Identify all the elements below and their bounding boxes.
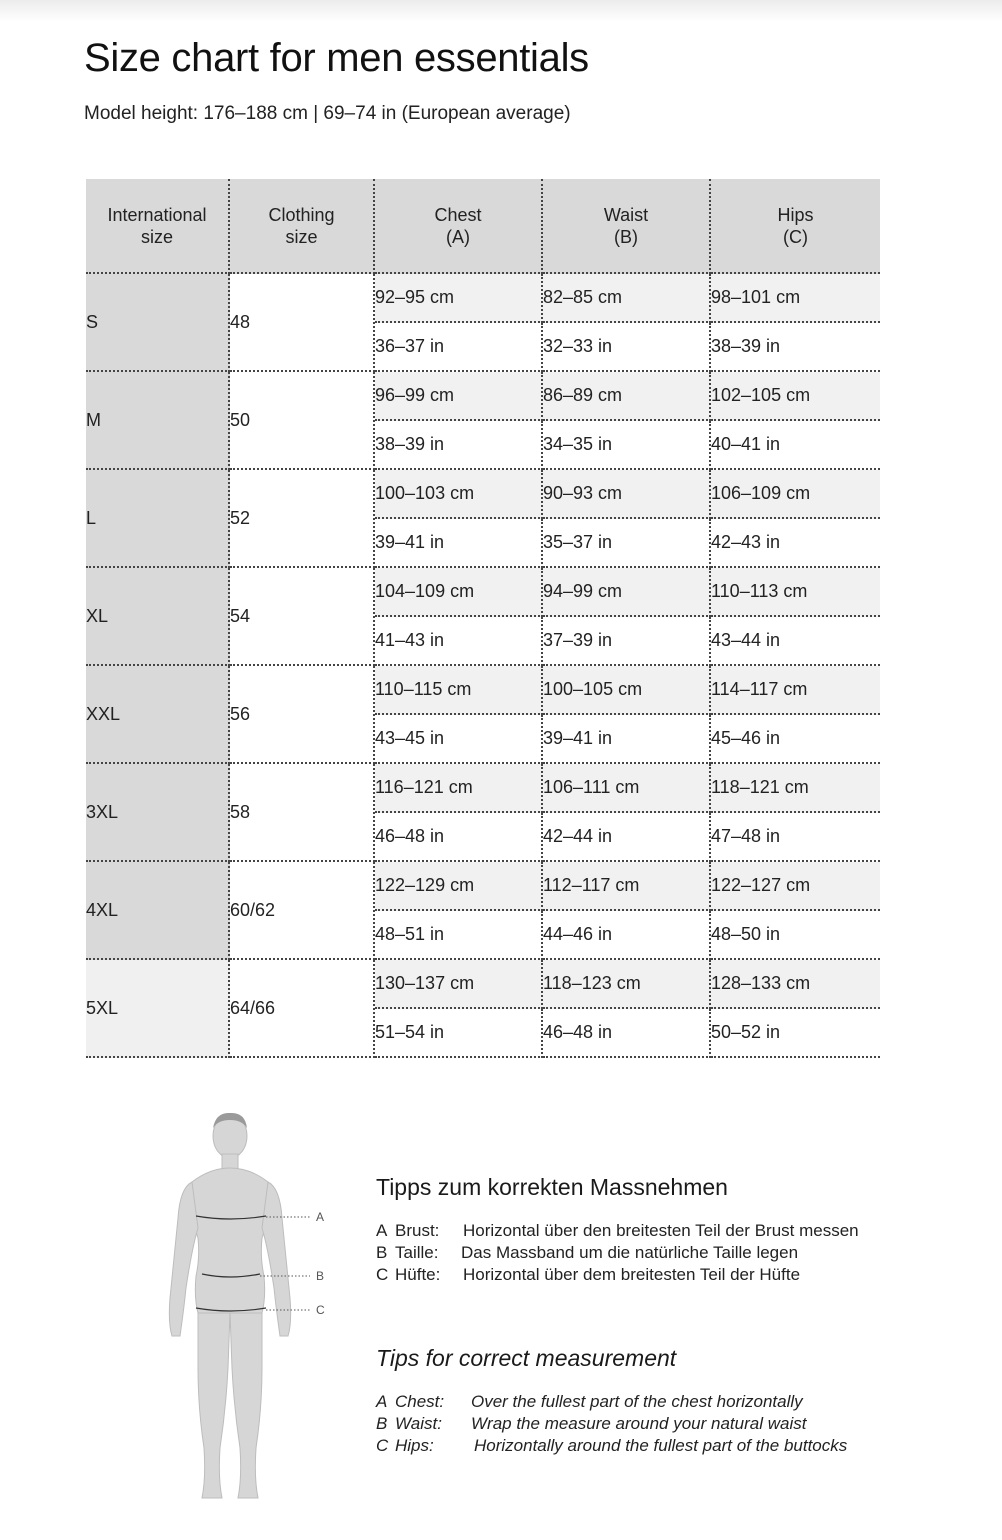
international-size-cell: XL xyxy=(86,568,230,666)
tip-letter: A xyxy=(376,1221,388,1240)
hips-cm-cell: 122–127 cm xyxy=(711,862,880,911)
chest-in-cell: 36–37 in xyxy=(375,323,543,372)
tip-row-waist xyxy=(376,1242,936,1264)
chest-cm-cell: 110–115 cm xyxy=(375,666,543,715)
hips-in-cell: 42–43 in xyxy=(711,519,880,568)
header-line: (C) xyxy=(783,226,808,247)
tip-text: Horizontal über den breitesten Teil der Brust messen xyxy=(463,1221,859,1240)
hips-in-cell: 50–52 in xyxy=(711,1009,880,1058)
left-arm-shape xyxy=(169,1182,198,1336)
male-figure-illustration xyxy=(150,1108,340,1508)
header-waist xyxy=(543,179,711,274)
tip-letter: A xyxy=(376,1392,388,1411)
waist-cm-cell: 118–123 cm xyxy=(543,960,711,1009)
international-size-cell: S xyxy=(86,274,230,372)
table-row xyxy=(86,274,880,323)
tip-label: Waist: xyxy=(395,1414,442,1433)
chest-cm-cell: 100–103 cm xyxy=(375,470,543,519)
tip-row-chest xyxy=(376,1220,936,1242)
hips-cm-cell: 128–133 cm xyxy=(711,960,880,1009)
clothing-size-cell: 60/62 xyxy=(230,862,375,960)
chest-cm-cell: 92–95 cm xyxy=(375,274,543,323)
international-size-cell: M xyxy=(86,372,230,470)
chest-in-cell: 46–48 in xyxy=(375,813,543,862)
hips-in-cell: 43–44 in xyxy=(711,617,880,666)
tip-letter: B xyxy=(376,1243,388,1262)
hips-in-cell: 47–48 in xyxy=(711,813,880,862)
chest-in-cell: 43–45 in xyxy=(375,715,543,764)
marker-a-label: A xyxy=(316,1210,325,1224)
right-leg-shape xyxy=(230,1313,262,1498)
clothing-size-cell: 48 xyxy=(230,274,375,372)
hips-in-cell: 48–50 in xyxy=(711,911,880,960)
tip-text: Das Massband um die natürliche Taille legen xyxy=(461,1243,799,1262)
table-row xyxy=(86,764,880,813)
chest-in-cell: 38–39 in xyxy=(375,421,543,470)
page-title: Size chart for men essentials xyxy=(84,36,589,80)
chest-cm-cell: 96–99 cm xyxy=(375,372,543,421)
chest-in-cell: 48–51 in xyxy=(375,911,543,960)
header-line: Clothing xyxy=(268,204,335,225)
model-height-note: Model height: 176–188 cm | 69–74 in (European average) xyxy=(84,103,571,124)
waist-cm-cell: 106–111 cm xyxy=(543,764,711,813)
waist-in-cell: 46–48 in xyxy=(543,1009,711,1058)
marker-c-label: C xyxy=(316,1303,325,1317)
tip-label: Chest: xyxy=(395,1392,445,1411)
tip-letter: B xyxy=(376,1414,388,1433)
header-line: International xyxy=(107,204,207,225)
hips-cm-cell: 106–109 cm xyxy=(711,470,880,519)
waist-cm-cell: 86–89 cm xyxy=(543,372,711,421)
header-line: size xyxy=(285,226,318,247)
tip-letter: C xyxy=(376,1265,389,1284)
waist-in-cell: 37–39 in xyxy=(543,617,711,666)
hips-cm-cell: 114–117 cm xyxy=(711,666,880,715)
tip-row-chest xyxy=(376,1391,936,1413)
chest-in-cell: 39–41 in xyxy=(375,519,543,568)
tip-label: Hips: xyxy=(395,1436,434,1455)
waist-cm-cell: 90–93 cm xyxy=(543,470,711,519)
tip-label: Hüfte: xyxy=(395,1265,441,1284)
tip-label: Brust: xyxy=(395,1221,440,1240)
waist-in-cell: 39–41 in xyxy=(543,715,711,764)
table-row xyxy=(86,470,880,519)
tip-row-hips xyxy=(376,1435,936,1457)
header-hips xyxy=(711,179,880,274)
tip-row-waist xyxy=(376,1413,936,1435)
clothing-size-cell: 64/66 xyxy=(230,960,375,1058)
international-size-cell: 3XL xyxy=(86,764,230,862)
marker-b-label: B xyxy=(316,1269,325,1283)
header-line: Waist xyxy=(603,204,649,225)
international-size-cell: 5XL xyxy=(86,960,230,1058)
table-row xyxy=(86,960,880,1009)
international-size-cell: L xyxy=(86,470,230,568)
hips-cm-cell: 110–113 cm xyxy=(711,568,880,617)
body-measurement-figure xyxy=(150,1108,340,1508)
header-line: (A) xyxy=(446,226,470,247)
chest-cm-cell: 130–137 cm xyxy=(375,960,543,1009)
clothing-size-cell: 56 xyxy=(230,666,375,764)
waist-in-cell: 32–33 in xyxy=(543,323,711,372)
torso-shape xyxy=(191,1168,269,1313)
waist-in-cell: 42–44 in xyxy=(543,813,711,862)
waist-cm-cell: 82–85 cm xyxy=(543,274,711,323)
header-line: Hips xyxy=(777,204,814,225)
clothing-size-cell: 54 xyxy=(230,568,375,666)
tips-german xyxy=(376,1174,936,1286)
chest-cm-cell: 122–129 cm xyxy=(375,862,543,911)
table-row xyxy=(86,862,880,911)
clothing-size-cell: 52 xyxy=(230,470,375,568)
chest-in-cell: 51–54 in xyxy=(375,1009,543,1058)
clothing-size-cell: 58 xyxy=(230,764,375,862)
top-shadow xyxy=(0,0,1002,22)
table-header-row xyxy=(86,179,880,274)
tip-label: Taille: xyxy=(395,1243,439,1262)
international-size-cell: XXL xyxy=(86,666,230,764)
clothing-size-cell: 50 xyxy=(230,372,375,470)
header-clothing-size xyxy=(230,179,375,274)
waist-cm-cell: 100–105 cm xyxy=(543,666,711,715)
right-arm-shape xyxy=(262,1182,291,1336)
hips-cm-cell: 98–101 cm xyxy=(711,274,880,323)
tip-text: Horizontally around the fullest part of the buttocks xyxy=(474,1436,848,1455)
hips-cm-cell: 118–121 cm xyxy=(711,764,880,813)
header-line: Chest xyxy=(434,204,482,225)
header-line: (B) xyxy=(614,226,638,247)
table-row xyxy=(86,372,880,421)
chest-cm-cell: 104–109 cm xyxy=(375,568,543,617)
tips-german-title: Tipps zum korrekten Massnehmen xyxy=(376,1174,728,1200)
header-international-size xyxy=(86,179,230,274)
waist-in-cell: 44–46 in xyxy=(543,911,711,960)
chest-in-cell: 41–43 in xyxy=(375,617,543,666)
tip-text: Over the fullest part of the chest horizontally xyxy=(471,1392,803,1411)
header-chest xyxy=(375,179,543,274)
waist-cm-cell: 94–99 cm xyxy=(543,568,711,617)
hips-in-cell: 40–41 in xyxy=(711,421,880,470)
tip-text: Horizontal über dem breitesten Teil der Hüfte xyxy=(463,1265,801,1284)
tips-english-title: Tips for correct measurement xyxy=(376,1345,677,1371)
waist-in-cell: 35–37 in xyxy=(543,519,711,568)
hips-in-cell: 45–46 in xyxy=(711,715,880,764)
table-row xyxy=(86,568,880,617)
size-table xyxy=(86,179,880,1058)
hips-cm-cell: 102–105 cm xyxy=(711,372,880,421)
waist-in-cell: 34–35 in xyxy=(543,421,711,470)
table-row xyxy=(86,666,880,715)
hips-in-cell: 38–39 in xyxy=(711,323,880,372)
waist-cm-cell: 112–117 cm xyxy=(543,862,711,911)
header-line: size xyxy=(140,226,173,247)
tip-text: Wrap the measure around your natural waist xyxy=(471,1414,807,1433)
left-leg-shape xyxy=(198,1313,230,1498)
international-size-cell: 4XL xyxy=(86,862,230,960)
tip-letter: C xyxy=(376,1436,389,1455)
tips-english xyxy=(376,1345,936,1457)
tip-row-hips xyxy=(376,1264,936,1286)
chest-cm-cell: 116–121 cm xyxy=(375,764,543,813)
